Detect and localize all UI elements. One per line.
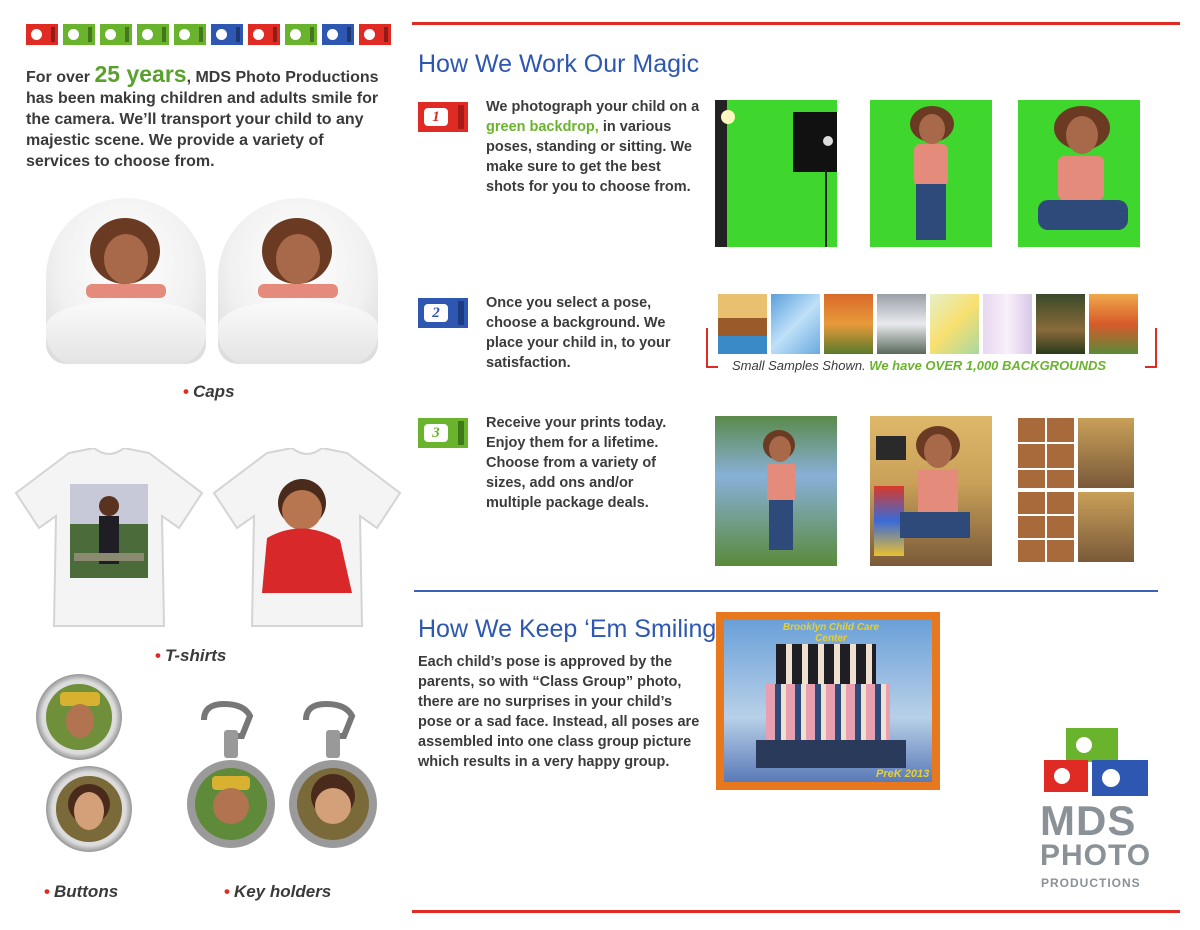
step-3-badge: 3: [418, 418, 468, 448]
step-2-badge: 2: [418, 298, 468, 328]
group-year: PreK 2013: [876, 768, 930, 780]
years-highlight: 25 years: [94, 61, 187, 87]
bottom-divider: [412, 910, 1180, 913]
intro-text: For over 25 years, MDS Photo Productions has been making children and adults smile for the camera. We’ll transport your child to any majestic scene. We provide a variety of services to choose from.: [26, 61, 379, 170]
camera-icon: [100, 24, 132, 45]
bracket-left: [706, 328, 718, 368]
group-title: Brooklyn Child Care Center: [782, 622, 880, 644]
keyholder-product-image: [286, 700, 386, 850]
camera-icon: [322, 24, 354, 45]
camera-icon: [285, 24, 317, 45]
cap-product-image: [218, 198, 378, 364]
camera-icon: [248, 24, 280, 45]
step-2-text: Once you select a pose, choose a background. We place your child in, to your satisfaction.: [486, 295, 671, 371]
studio-photo: [715, 100, 837, 247]
print-sample-classroom: [870, 416, 992, 566]
section-divider: [414, 590, 1158, 592]
magic-heading: How We Work Our Magic: [418, 50, 700, 78]
logo-mds: MDS: [1040, 797, 1137, 844]
logo-blue-camera-icon: [1092, 760, 1148, 796]
green-backdrop-highlight: green backdrop,: [486, 119, 599, 135]
buttons-caption: • Buttons: [44, 882, 119, 901]
camera-icon: [26, 24, 58, 45]
logo-red-camera-icon: [1044, 760, 1088, 792]
background-sample-thumb: [983, 294, 1032, 354]
keyholder-product-image: [184, 700, 284, 850]
button-product-image: [36, 674, 122, 760]
class-group-photo: [716, 612, 940, 790]
samples-note: Small Samples Shown. We have OVER 1,000 BACKGROUNDS: [728, 358, 1110, 373]
button-product-image: [46, 766, 132, 852]
keyholders-caption: • Key holders: [224, 882, 332, 901]
caps-caption: • Caps: [183, 382, 235, 401]
camera-icon: [211, 24, 243, 45]
bracket-right: [1145, 328, 1157, 368]
camera-icon: [137, 24, 169, 45]
child-standing-photo: [870, 100, 992, 247]
tshirts-caption: • T-shirts: [155, 646, 227, 665]
print-sample-fairytale: [715, 416, 837, 566]
background-sample-thumb: [877, 294, 926, 354]
step-1-text: We photograph your child on a green backdrop, in various poses, standing or sitting. We make sure to get the best shots for you to choose from.: [486, 99, 700, 195]
logo-productions: PRODUCTIONS: [1041, 876, 1141, 890]
child-sitting-photo: [1018, 100, 1140, 247]
smiling-heading: How We Keep ‘Em Smiling: [418, 615, 717, 643]
camera-icon: [174, 24, 206, 45]
background-sample-thumb: [771, 294, 820, 354]
background-sample-thumb: [1036, 294, 1085, 354]
background-sample-thumb: [930, 294, 979, 354]
print-sample-package: [1018, 418, 1134, 562]
camera-icon: [63, 24, 95, 45]
tshirt-product-image: [14, 448, 204, 628]
top-divider: [412, 22, 1180, 25]
cap-product-image: [46, 198, 206, 364]
background-sample-thumb: [718, 294, 767, 354]
smiling-text: Each child’s pose is approved by the parents, so with “Class Group” photo, there are no surprises in your child’s pose or a sad face. Instead, all poses are assembled into one class group picture which results in a very happy group.: [418, 654, 700, 770]
step-1-badge: 1: [418, 102, 468, 132]
logo-photo: PHOTO: [1040, 839, 1152, 872]
background-sample-thumb: [1089, 294, 1138, 354]
tshirt-product-image: [212, 448, 402, 628]
camera-icon-strip: [26, 24, 391, 45]
step-3-text: Receive your prints today. Enjoy them for a lifetime. Choose from a variety of sizes, add ons and/or multiple package deals.: [486, 415, 667, 511]
background-sample-thumb: [824, 294, 873, 354]
camera-icon: [359, 24, 391, 45]
logo-green-camera-icon: [1066, 728, 1118, 762]
